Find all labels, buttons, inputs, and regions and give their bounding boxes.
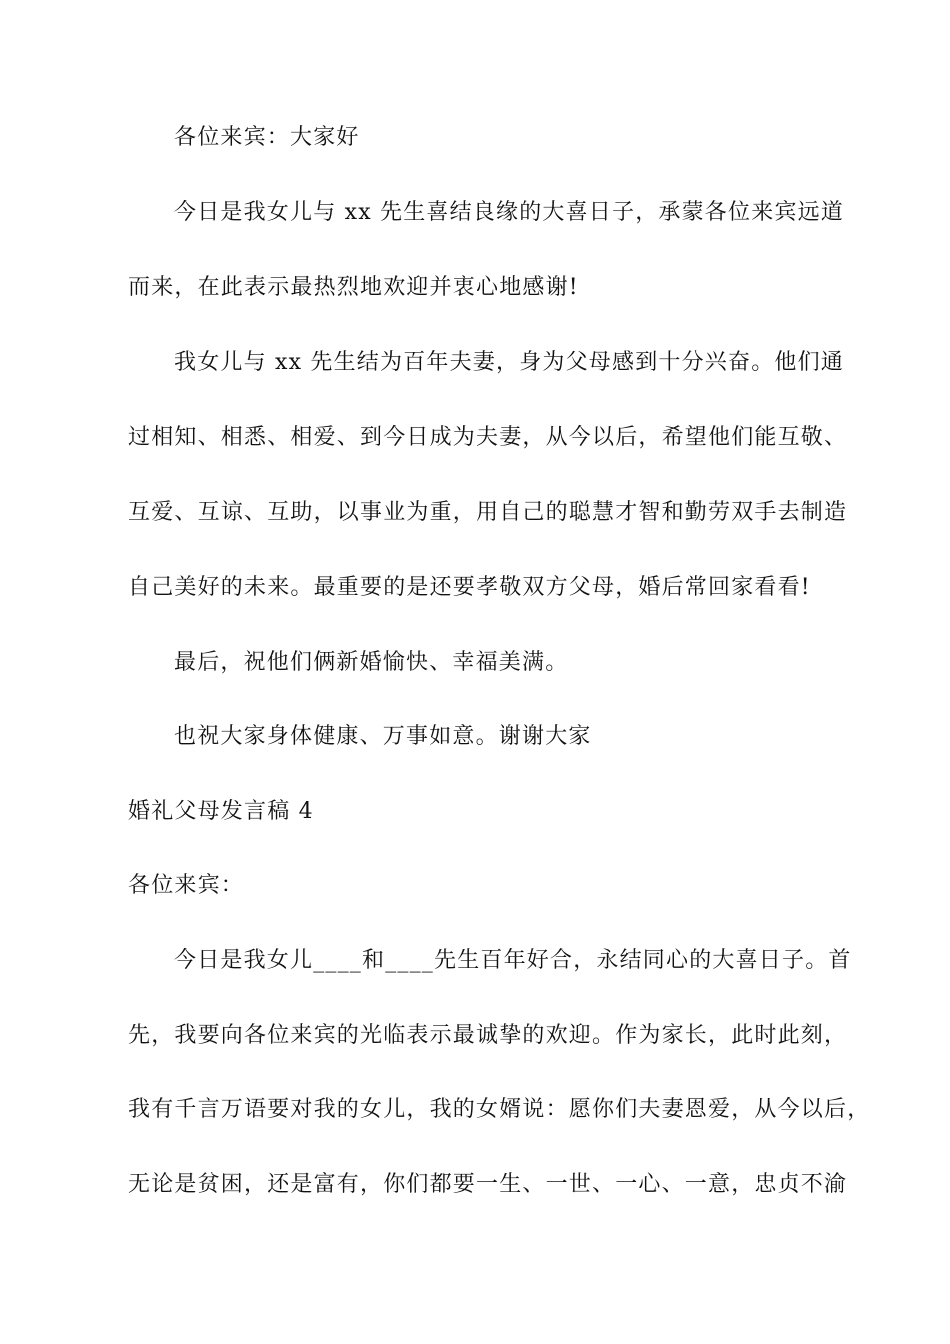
- paragraph-line: 而来，在此表示最热烈地欢迎并衷心地感谢!: [128, 275, 579, 300]
- paragraph-line: 过相知、相悉、相爱、到今日成为夫妻，从今以后，希望他们能互敬、: [128, 425, 848, 450]
- section-heading: 婚礼父母发言稿 4: [128, 799, 314, 824]
- paragraph-line: 今日是我女儿与 xx 先生喜结良缘的大喜日子，承蒙各位来宾远道: [174, 200, 845, 225]
- paragraph-line: 自己美好的未来。最重要的是还要孝敬双方父母，婚后常回家看看!: [128, 575, 811, 600]
- paragraph-line: 最后，祝他们俩新婚愉快、幸福美满。: [174, 650, 569, 675]
- paragraph-line: 互爱、互谅、互助，以事业为重，用自己的聪慧才智和勤劳双手去制造: [128, 500, 848, 525]
- paragraph-line: 无论是贫困，还是富有，你们都要一生、一世、一心、一意，忠贞不渝: [128, 1172, 848, 1197]
- greeting-line: 各位来宾：: [128, 873, 245, 898]
- paragraph-line: 也祝大家身体健康、万事如意。谢谢大家: [174, 724, 592, 749]
- paragraph-line: 先，我要向各位来宾的光临表示最诚挚的欢迎。作为家长，此时此刻，: [128, 1023, 848, 1048]
- paragraph-line: 我女儿与 xx 先生结为百年夫妻，身为父母感到十分兴奋。他们通: [174, 350, 845, 375]
- paragraph-line: 我有千言万语要对我的女儿，我的女婿说：愿你们夫妻恩爱，从今以后，: [128, 1097, 871, 1122]
- greeting-line: 各位来宾：大家好: [174, 125, 360, 150]
- paragraph-line: 今日是我女儿____和____先生百年好合，永结同心的大喜日子。首: [174, 948, 852, 973]
